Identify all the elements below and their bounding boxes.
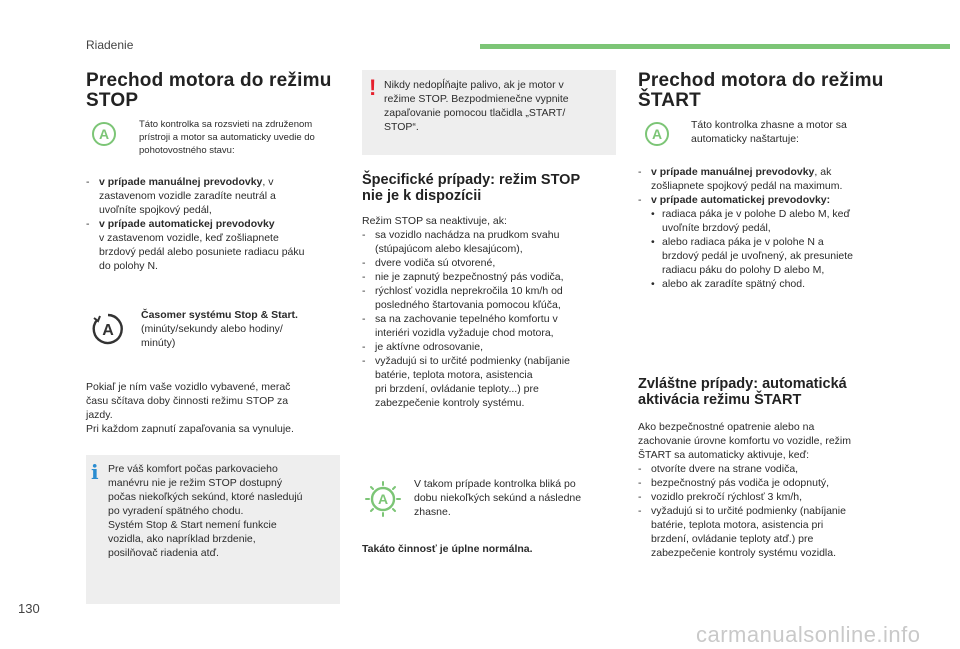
list-item: - sa vozidlo nachádza na prudkom svahu (stúpajúcom alebo klesajúcom), <box>362 229 560 255</box>
list-item: - v prípade automatickej prevodovky: <box>638 194 831 206</box>
list-item: - v prípade manuálnej prevodovky, v zastavenom vozidle zaradíte neutrál a uvoľníte spojkový pedál, <box>86 176 276 216</box>
list-item: • alebo ak zaradíte spätný chod. <box>651 278 806 290</box>
svg-text:A: A <box>102 322 114 339</box>
stop-timer-desc: Časomer systému Stop & Start. (minúty/sekundy alebo hodiny/ minúty) <box>141 309 298 349</box>
list-item: - nie je zapnutý bezpečnostný pás vodiča, <box>362 271 564 283</box>
list-item: - v prípade automatickej prevodovky v zastavenom vozidle, keď zošliapnete brzdový pedál alebo posuniete radiacu páku do polohy N. <box>86 218 305 272</box>
start-conditions-list <box>638 165 894 291</box>
list-item: - dvere vodiča sú otvorené, <box>362 257 496 269</box>
blinking-lamp-icon <box>364 480 402 518</box>
stop-lamp-icon: A <box>92 122 116 146</box>
info-box-text: Pre váš komfort počas parkovacieho manévru nie je režim STOP dostupný počas niekoľkých sekúnd, ktoré nasledujú po vyradení spätného chodu. Systém Stop & Start nemení funkcie vozidla, ako napríklad brzdenie, posilňovač riadenia atď. <box>108 463 303 559</box>
list-item: • radiaca páka je v polohe D alebo M, keď uvoľníte brzdový pedál, <box>651 208 850 234</box>
stop-unavailable-list: Režim STOP sa neaktivuje, ak: - sa vozidlo nachádza na prudkom svahu (stúpajúcom alebo klesajúcom), - dvere vodiča sú otvorené, - nie je zapnutý bezpečnostný pás vodiča, - rýchlosť vozidla neprekročila 10 km/h od posledného štartovania pomocou kľúča, - sa na zachovanie tepelného komfortu v interiéri vozidla vyžaduje chod motora, - je aktívne odrosovanie, - vyžadujú si to určité podmienky (nabíjanie batérie, teplota motora, asistencia pri brzdení, ovládanie teploty...) pre zabezpečenie kontroly systému. <box>362 214 620 410</box>
list-item: - otvoríte dvere na strane vodiča, <box>638 463 799 475</box>
list-item: - rýchlosť vozidla neprekročila 10 km/h od posledného štartovania pomocou kľúča, <box>362 285 563 311</box>
auto-start-list: Ako bezpečnostné opatrenie alebo na zachovanie úrovne komfortu vo vozidle, režim ŠTART sa automaticky aktivuje, keď: - otvoríte dvere na strane vodiča, - bezpečnostný pás vodiča je odopnutý, - vozidlo prekročí rýchlosť 3 km/h, - vyžadujú si to určité podmienky (nabíjanie batérie, teplota motora, asistencia pri brzdení, ovládanie teploty atď.) pre zabezpečenie kontroly systému vozidla. <box>638 420 894 560</box>
list-item: - vozidlo prekročí rýchlosť 3 km/h, <box>638 491 802 503</box>
watermark: carmanualsonline.info <box>696 622 921 647</box>
list-item: - je aktívne odrosovanie, <box>362 341 483 353</box>
start-lamp-icon: A <box>645 122 669 146</box>
stop-unavailable-title: Špecifické prípady: režim STOP nie je k dispozícii <box>362 172 581 204</box>
auto-start-title: Zvláštne prípady: automatická aktivácia režimu ŠTART <box>638 376 847 408</box>
stop-conditions-list <box>86 175 344 273</box>
warning-icon: ! <box>369 75 377 100</box>
list-item: - vyžadujú si to určité podmienky (nabíjanie batérie, teplota motora, asistencia pri brzdení, ovládanie teploty atď.) pre zabezpečenie kontroly systému vozidla. <box>638 505 846 559</box>
header-accent-line <box>480 44 950 49</box>
list-item: - bezpečnostný pás vodiča je odopnutý, <box>638 477 830 489</box>
svg-text:A: A <box>377 491 389 507</box>
normal-operation-note: Takáto činnosť je úplne normálna. <box>362 543 533 555</box>
info-icon: i <box>91 460 99 484</box>
warning-box-text: Nikdy nedopĺňajte palivo, ak je motor v režime STOP. Bezpodmienečne vypnite zapaľovanie pomocou tlačidla „START/ STOP“. <box>384 79 569 133</box>
blinking-lamp-note: V takom prípade kontrolka bliká po dobu niekoľkých sekúnd a následne zhasne. <box>414 478 582 518</box>
stop-timer-paragraph: Pokiaľ je ním vaše vozidlo vybavené, merač času sčítava doby činnosti režimu STOP za jazdy. Pri každom zapnutí zapaľovania sa vynuluje. <box>86 381 294 435</box>
stop-timer-icon <box>91 312 125 346</box>
stop-lamp-note: Táto kontrolka sa rozsvieti na združenom prístroji a motor sa automaticky uvedie do pohotovostného stavu: <box>139 119 315 156</box>
section-header: Riadenie <box>86 38 134 52</box>
page-number: 130 <box>18 601 40 616</box>
start-mode-title: Prechod motora do režimu ŠTART <box>638 70 884 111</box>
start-lamp-note: Táto kontrolka zhasne a motor sa automaticky naštartuje: <box>691 119 847 145</box>
stop-mode-title: Prechod motora do režimu STOP <box>86 70 332 111</box>
list-item: - vyžadujú si to určité podmienky (nabíjanie batérie, teplota motora, asistencia pri brzdení, ovládanie teploty...) pre zabezpečenie kontroly systému. <box>362 355 570 409</box>
list-item: - v prípade manuálnej prevodovky, ak zošliapnete spojkový pedál na maximum. <box>638 166 843 192</box>
list-item: • alebo radiaca páka je v polohe N a brzdový pedál je uvoľnený, ak presuniete radiacu páku do polohy D alebo M, <box>651 236 854 276</box>
list-item: - sa na zachovanie tepelného komfortu v interiéri vozidla vyžaduje chod motora, <box>362 313 558 339</box>
